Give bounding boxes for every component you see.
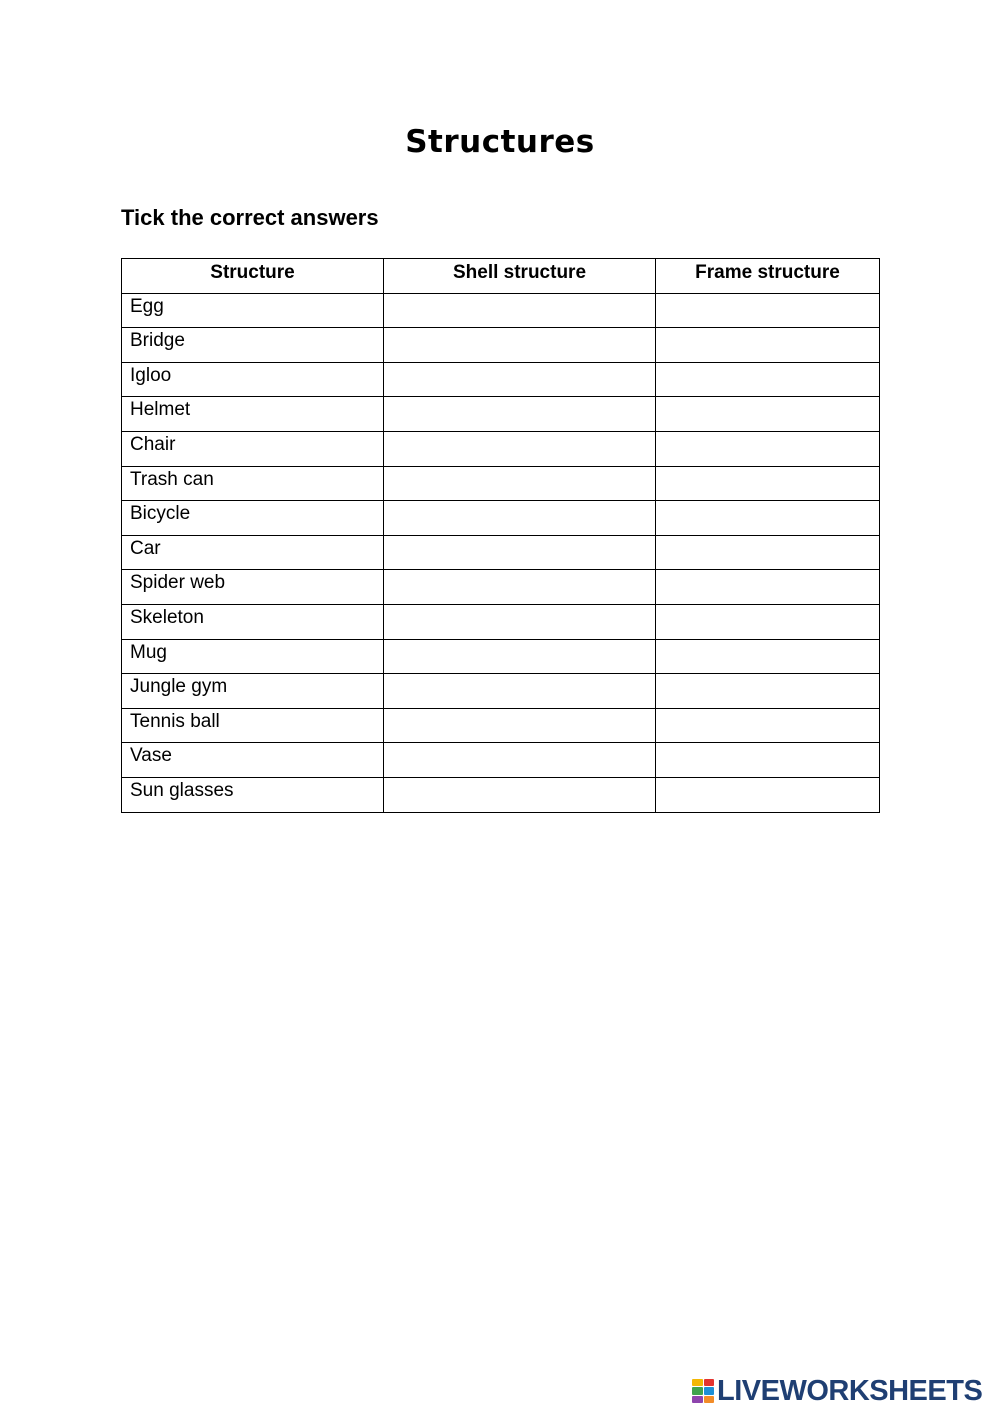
shell-structure-answer-cell[interactable] [384, 328, 656, 363]
shell-structure-answer-cell[interactable] [384, 535, 656, 570]
table-row [122, 639, 880, 674]
shell-structure-answer-cell[interactable] [384, 362, 656, 397]
structure-name-cell: Jungle gym [122, 674, 384, 709]
frame-structure-answer-cell[interactable] [656, 743, 880, 778]
answers-table [121, 258, 880, 813]
structure-name-cell: Helmet [122, 397, 384, 432]
structure-name-cell: Bicycle [122, 501, 384, 536]
structure-name-cell: Mug [122, 639, 384, 674]
structure-name-cell: Bridge [122, 328, 384, 363]
table-row [122, 293, 880, 328]
frame-structure-answer-cell[interactable] [656, 466, 880, 501]
table-header-row [122, 259, 880, 294]
frame-structure-answer-cell[interactable] [656, 362, 880, 397]
structure-name-cell: Car [122, 535, 384, 570]
shell-structure-answer-cell[interactable] [384, 743, 656, 778]
shell-structure-answer-cell[interactable] [384, 293, 656, 328]
logo-mark-square [704, 1387, 715, 1394]
frame-structure-answer-cell[interactable] [656, 777, 880, 812]
frame-structure-answer-cell[interactable] [656, 501, 880, 536]
structure-name-cell: Spider web [122, 570, 384, 605]
structure-name-cell: Vase [122, 743, 384, 778]
logo-mark-square [692, 1396, 703, 1403]
table-row [122, 362, 880, 397]
logo-text: LIVEWORKSHEETS [717, 1374, 983, 1407]
table-body [122, 293, 880, 812]
table-row [122, 466, 880, 501]
shell-structure-answer-cell[interactable] [384, 777, 656, 812]
liveworksheets-logo [692, 1376, 982, 1406]
table-row [122, 777, 880, 812]
logo-mark-square [704, 1379, 715, 1386]
structure-name-cell: Trash can [122, 466, 384, 501]
frame-structure-answer-cell[interactable] [656, 397, 880, 432]
liveworksheets-logo-icon [692, 1379, 714, 1403]
frame-structure-answer-cell[interactable] [656, 431, 880, 466]
table-row [122, 328, 880, 363]
structure-name-cell: Chair [122, 431, 384, 466]
instruction-text: Tick the correct answers [121, 205, 379, 230]
frame-structure-answer-cell[interactable] [656, 708, 880, 743]
shell-structure-answer-cell[interactable] [384, 397, 656, 432]
shell-structure-answer-cell[interactable] [384, 604, 656, 639]
page-title: Structures [405, 124, 595, 160]
shell-structure-answer-cell[interactable] [384, 570, 656, 605]
structure-name-cell: Sun glasses [122, 777, 384, 812]
table-row [122, 708, 880, 743]
frame-structure-answer-cell[interactable] [656, 674, 880, 709]
header-shell-structure: Shell structure [384, 259, 656, 294]
frame-structure-answer-cell[interactable] [656, 535, 880, 570]
shell-structure-answer-cell[interactable] [384, 674, 656, 709]
logo-mark-square [692, 1379, 703, 1386]
header-structure: Structure [122, 259, 384, 294]
table-row [122, 431, 880, 466]
shell-structure-answer-cell[interactable] [384, 431, 656, 466]
table-row [122, 501, 880, 536]
structure-name-cell: Egg [122, 293, 384, 328]
table-row [122, 674, 880, 709]
table-row [122, 397, 880, 432]
frame-structure-answer-cell[interactable] [656, 293, 880, 328]
shell-structure-answer-cell[interactable] [384, 466, 656, 501]
table-row [122, 535, 880, 570]
table-row [122, 743, 880, 778]
shell-structure-answer-cell[interactable] [384, 501, 656, 536]
frame-structure-answer-cell[interactable] [656, 639, 880, 674]
shell-structure-answer-cell[interactable] [384, 639, 656, 674]
header-frame-structure: Frame structure [656, 259, 880, 294]
structure-name-cell: Igloo [122, 362, 384, 397]
frame-structure-answer-cell[interactable] [656, 328, 880, 363]
logo-mark-square [692, 1387, 703, 1394]
frame-structure-answer-cell[interactable] [656, 570, 880, 605]
frame-structure-answer-cell[interactable] [656, 604, 880, 639]
table-row [122, 570, 880, 605]
shell-structure-answer-cell[interactable] [384, 708, 656, 743]
structure-name-cell: Tennis ball [122, 708, 384, 743]
structure-name-cell: Skeleton [122, 604, 384, 639]
logo-mark-square [704, 1396, 715, 1403]
table-row [122, 604, 880, 639]
